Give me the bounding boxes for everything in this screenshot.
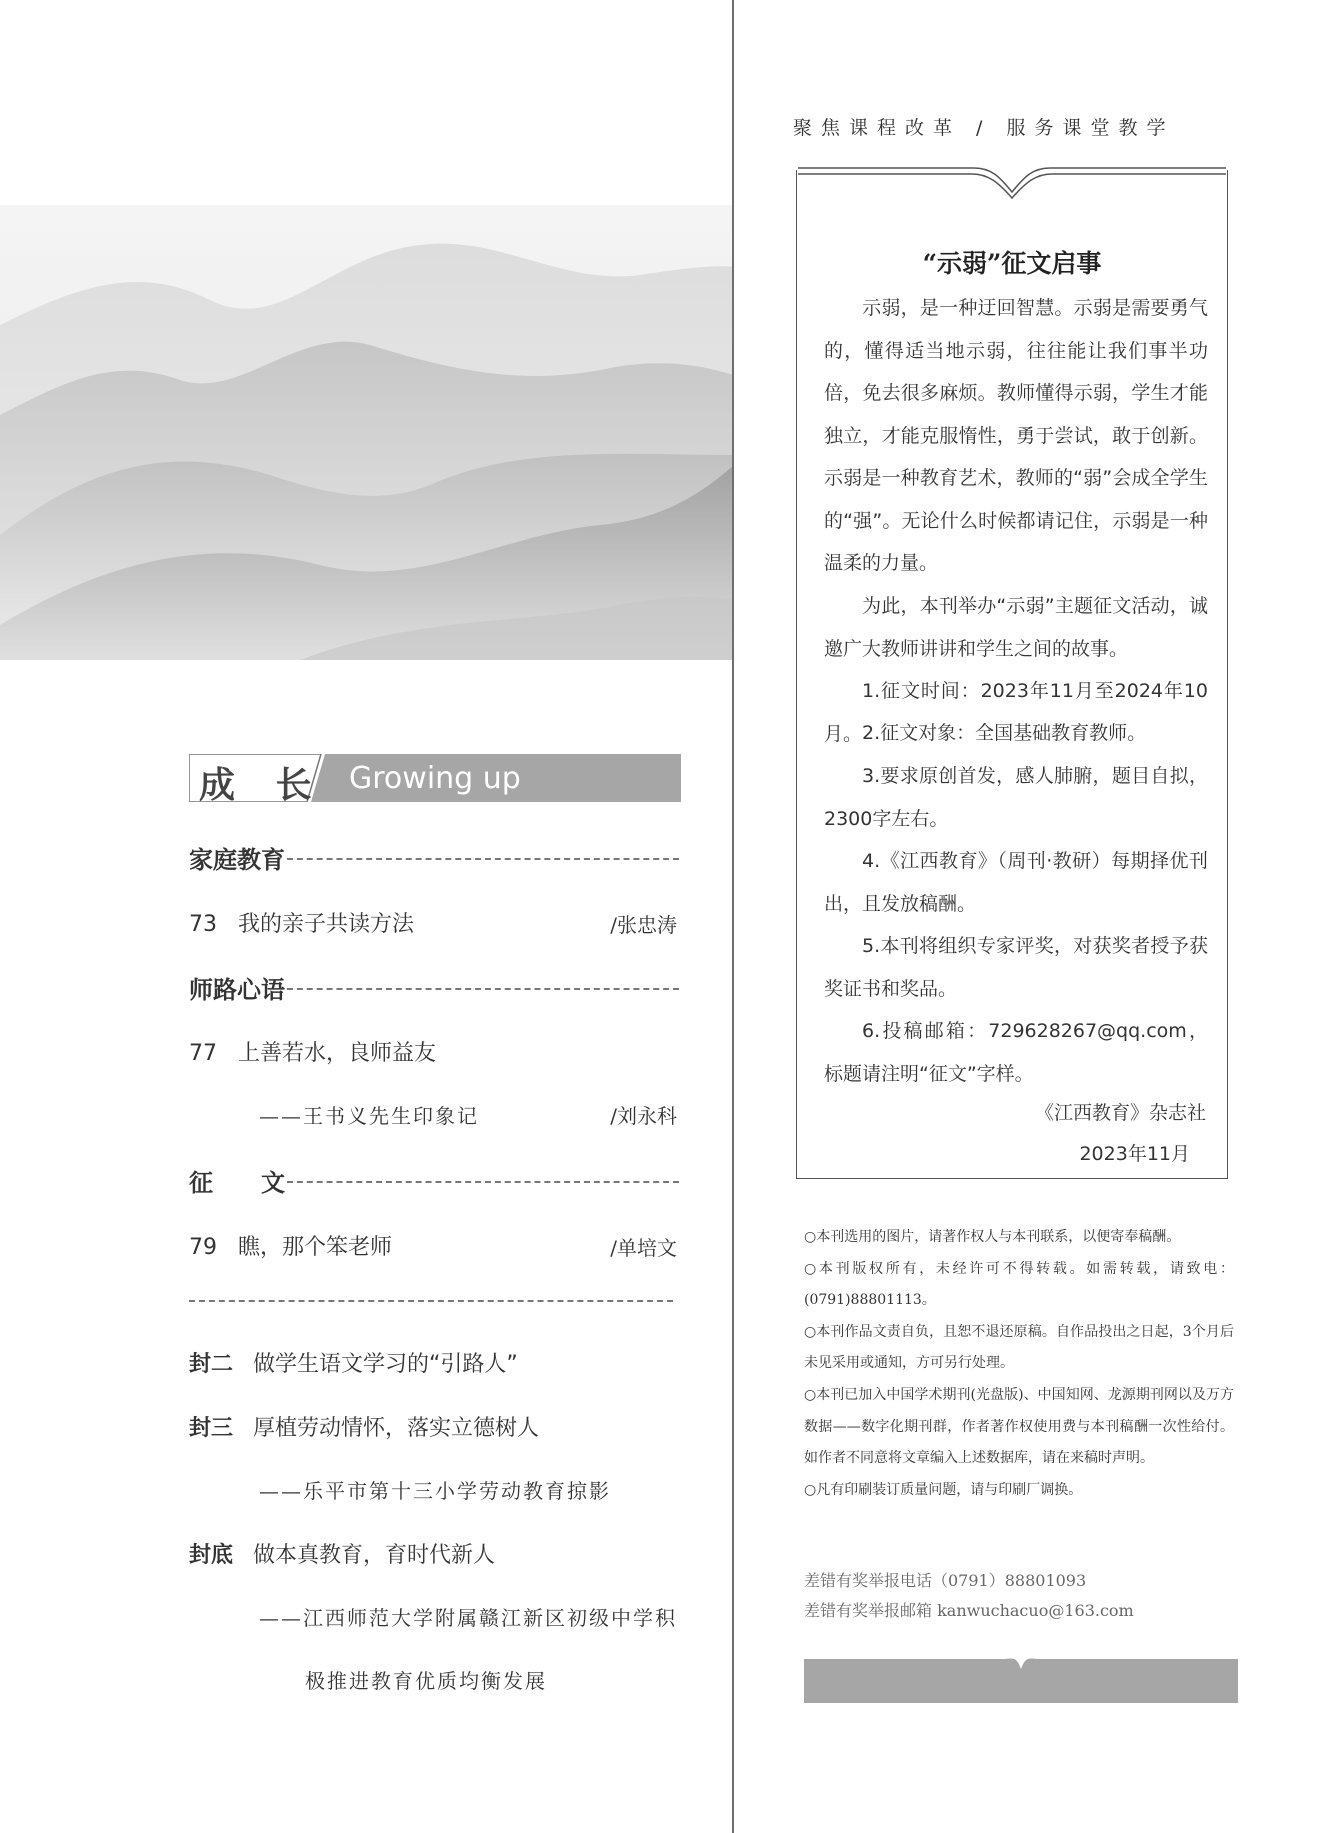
bottom-banner <box>804 1655 1238 1703</box>
toc-category <box>189 840 679 875</box>
cover-subtitle: 极推进教育优质均衡发展 <box>305 1669 547 1693</box>
cover-label: 封底 <box>189 1543 234 1568</box>
article-title: 瞧，那个笨老师 <box>238 1235 393 1260</box>
author: /单培文 <box>610 1236 677 1260</box>
page-divider <box>732 0 734 1833</box>
note-item: ○凡有印刷装订质量问题，请与印刷厂调换。 <box>804 1481 1083 1498</box>
cover-subtitle-row <box>189 1665 679 1694</box>
cover-title: 做学生语文学习的“引路人” <box>253 1352 518 1377</box>
cover-subtitle-row <box>189 1475 679 1504</box>
cover-title: 厚植劳动情怀，落实立德树人 <box>253 1416 540 1441</box>
article-title: 我的亲子共读方法 <box>238 912 415 937</box>
author: /刘永科 <box>610 1104 677 1128</box>
toc-subtitle-row <box>189 1100 679 1129</box>
mountain-landscape-illustration <box>0 205 734 660</box>
page-number: 73 <box>189 912 217 937</box>
notice-paragraph: 为此，本刊举办“示弱”主题征文活动，诚邀广大教师讲讲和学生之间的故事。 <box>824 595 1208 660</box>
category-label: 征 文 <box>189 1169 285 1197</box>
notice-paragraph: 3.要求原创首发，感人肺腑，题目自拟，2300字左右。 <box>824 765 1208 830</box>
note-item: ○本刊作品文责自负，且恕不退还原稿。自作品投出之日起，3个月后未见采用或通知，方可另行处理。 <box>804 1323 1234 1372</box>
notice-paragraph: 示弱，是一种迂回智慧。示弱是需要勇气的，懂得适当地示弱，往往能让我们事半功倍，免去很多麻烦。教师懂得示弱，学生才能独立，才能克服惰性，勇于尝试，敢于创新。示弱是一种教育艺术，教师的“弱”会成全学生的“强”。无论什么时候都请记住，示弱是一种温柔的力量。 <box>824 297 1208 574</box>
cover-subtitle: ——江西师范大学附属赣江新区初级中学积 <box>259 1606 677 1630</box>
notice-paragraph: 5.本刊将组织专家评奖，对获奖者授予获奖证书和奖品。 <box>824 935 1208 1000</box>
cover-subtitle-row <box>189 1602 679 1631</box>
magazine-slogan: 聚焦课程改革 / 服务课堂教学 <box>793 117 1175 139</box>
cover-entry[interactable] <box>189 1347 679 1378</box>
toc-entry[interactable] <box>189 907 679 938</box>
notice-title: “示弱”征文启事 <box>922 249 1102 278</box>
category-label: 师路心语 <box>189 976 285 1004</box>
page-number: 77 <box>189 1041 217 1066</box>
page-number: 79 <box>189 1235 217 1260</box>
separator <box>189 1300 673 1302</box>
notice-paragraph: 4.《江西教育》（周刊·教研）每期择优刊出，且发放稿酬。 <box>824 850 1208 915</box>
notice-paragraph: 1.征文时间：2023年11月至2024年10月。 <box>824 680 1208 745</box>
cover-title: 做本真教育，育时代新人 <box>253 1543 496 1568</box>
report-email: 差错有奖举报邮箱 kanwuchacuo@163.com <box>804 1601 1134 1620</box>
category-label: 家庭教育 <box>189 846 285 874</box>
cover-entry[interactable] <box>189 1411 679 1442</box>
notice-signature: 《江西教育》杂志社 <box>1034 1102 1206 1124</box>
notice-paragraph: 2.征文对象：全国基础教育教师。 <box>862 722 1147 744</box>
cover-subtitle: ——乐平市第十三小学劳动教育掠影 <box>259 1479 611 1503</box>
section-title-cn: 成 长 <box>199 765 326 806</box>
cover-label: 封三 <box>189 1416 234 1441</box>
section-title-en: Growing up <box>349 761 521 796</box>
article-title: 上善若水，良师益友 <box>238 1041 437 1066</box>
note-item: ○本刊选用的图片，请著作权人与本刊联系，以便寄奉稿酬。 <box>804 1229 1181 1245</box>
toc-entry[interactable] <box>189 1230 679 1261</box>
copyright-notes <box>804 1222 1234 1506</box>
report-phone: 差错有奖举报电话（0791）88801093 <box>804 1571 1087 1590</box>
note-item: ○本刊版权所有，未经许可不得转载。如需转载，请致电：(0791)88801113。 <box>804 1260 1234 1309</box>
toc-category <box>189 1163 679 1198</box>
note-item: ○本刊已加入中国学术期刊(光盘版)、中国知网、龙源期刊网以及万方数据——数字化期刊群，作者著作权使用费与本刊稿酬一次性给付。如作者不同意将文章编入上述数据库，请在来稿时声明。 <box>804 1386 1234 1467</box>
cover-entry[interactable] <box>189 1538 679 1569</box>
cover-label: 封二 <box>189 1352 234 1377</box>
book-fold-ornament <box>796 166 1228 206</box>
toc-category <box>189 970 679 1005</box>
author: /张忠涛 <box>610 913 677 937</box>
article-subtitle: ——王书义先生印象记 <box>259 1104 479 1128</box>
notice-date: 2023年11月 <box>1079 1143 1190 1165</box>
notice-paragraph: 6.投稿邮箱：729628267@qq.com，标题请注明“征文”字样。 <box>824 1020 1208 1085</box>
toc-entry[interactable] <box>189 1036 679 1067</box>
